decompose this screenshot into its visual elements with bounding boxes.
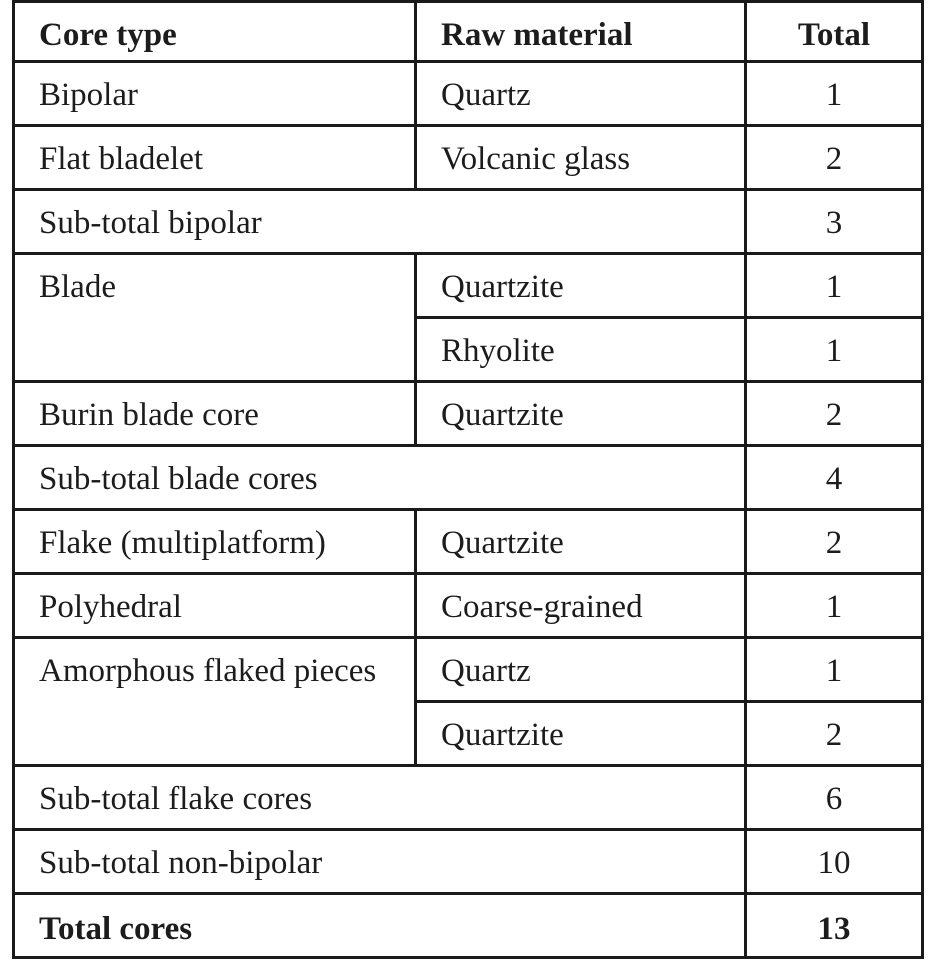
core-type-cell: Amorphous flaked pieces bbox=[14, 638, 416, 766]
subtotal-label: Sub-total blade cores bbox=[14, 446, 746, 510]
core-type-cell: Flat bladelet bbox=[14, 126, 416, 190]
table-row bbox=[14, 126, 923, 190]
grand-total-label: Total cores bbox=[14, 894, 746, 958]
total-cell: 2 bbox=[746, 126, 923, 190]
core-type-cell: Polyhedral bbox=[14, 574, 416, 638]
table-row bbox=[14, 574, 923, 638]
grand-total-row bbox=[14, 894, 923, 958]
grand-total-value: 13 bbox=[746, 894, 923, 958]
table-row bbox=[14, 62, 923, 126]
core-type-cell: Bipolar bbox=[14, 62, 416, 126]
table-row bbox=[14, 510, 923, 574]
total-cell: 1 bbox=[746, 638, 923, 702]
subtotal-row bbox=[14, 190, 923, 254]
raw-material-cell: Quartzite bbox=[416, 382, 746, 446]
raw-material-cell: Rhyolite bbox=[416, 318, 746, 382]
total-cell: 1 bbox=[746, 318, 923, 382]
raw-material-cell: Quartz bbox=[416, 638, 746, 702]
total-cell: 3 bbox=[746, 190, 923, 254]
table-row bbox=[14, 638, 923, 702]
total-cell: 1 bbox=[746, 62, 923, 126]
subtotal-label: Sub-total bipolar bbox=[14, 190, 746, 254]
raw-material-cell: Coarse-grained bbox=[416, 574, 746, 638]
total-cell: 2 bbox=[746, 510, 923, 574]
core-type-cell: Blade bbox=[14, 254, 416, 382]
subtotal-label: Sub-total flake cores bbox=[14, 766, 746, 830]
total-cell: 6 bbox=[746, 766, 923, 830]
header-total: Total bbox=[746, 2, 923, 62]
raw-material-cell: Quartzite bbox=[416, 510, 746, 574]
subtotal-label: Sub-total non-bipolar bbox=[14, 830, 746, 894]
raw-material-cell: Volcanic glass bbox=[416, 126, 746, 190]
core-type-table bbox=[12, 0, 924, 959]
raw-material-cell: Quartz bbox=[416, 62, 746, 126]
header-raw-material: Raw material bbox=[416, 2, 746, 62]
total-cell: 1 bbox=[746, 254, 923, 318]
raw-material-cell: Quartzite bbox=[416, 702, 746, 766]
subtotal-row bbox=[14, 766, 923, 830]
subtotal-row bbox=[14, 446, 923, 510]
core-table-container bbox=[12, 0, 921, 959]
table-row bbox=[14, 254, 923, 318]
total-cell: 10 bbox=[746, 830, 923, 894]
table-header-row bbox=[14, 2, 923, 62]
subtotal-row bbox=[14, 830, 923, 894]
total-cell: 4 bbox=[746, 446, 923, 510]
core-type-cell: Burin blade core bbox=[14, 382, 416, 446]
raw-material-cell: Quartzite bbox=[416, 254, 746, 318]
total-cell: 2 bbox=[746, 702, 923, 766]
total-cell: 2 bbox=[746, 382, 923, 446]
total-cell: 1 bbox=[746, 574, 923, 638]
core-type-cell: Flake (multiplatform) bbox=[14, 510, 416, 574]
header-core-type: Core type bbox=[14, 2, 416, 62]
table-row bbox=[14, 382, 923, 446]
